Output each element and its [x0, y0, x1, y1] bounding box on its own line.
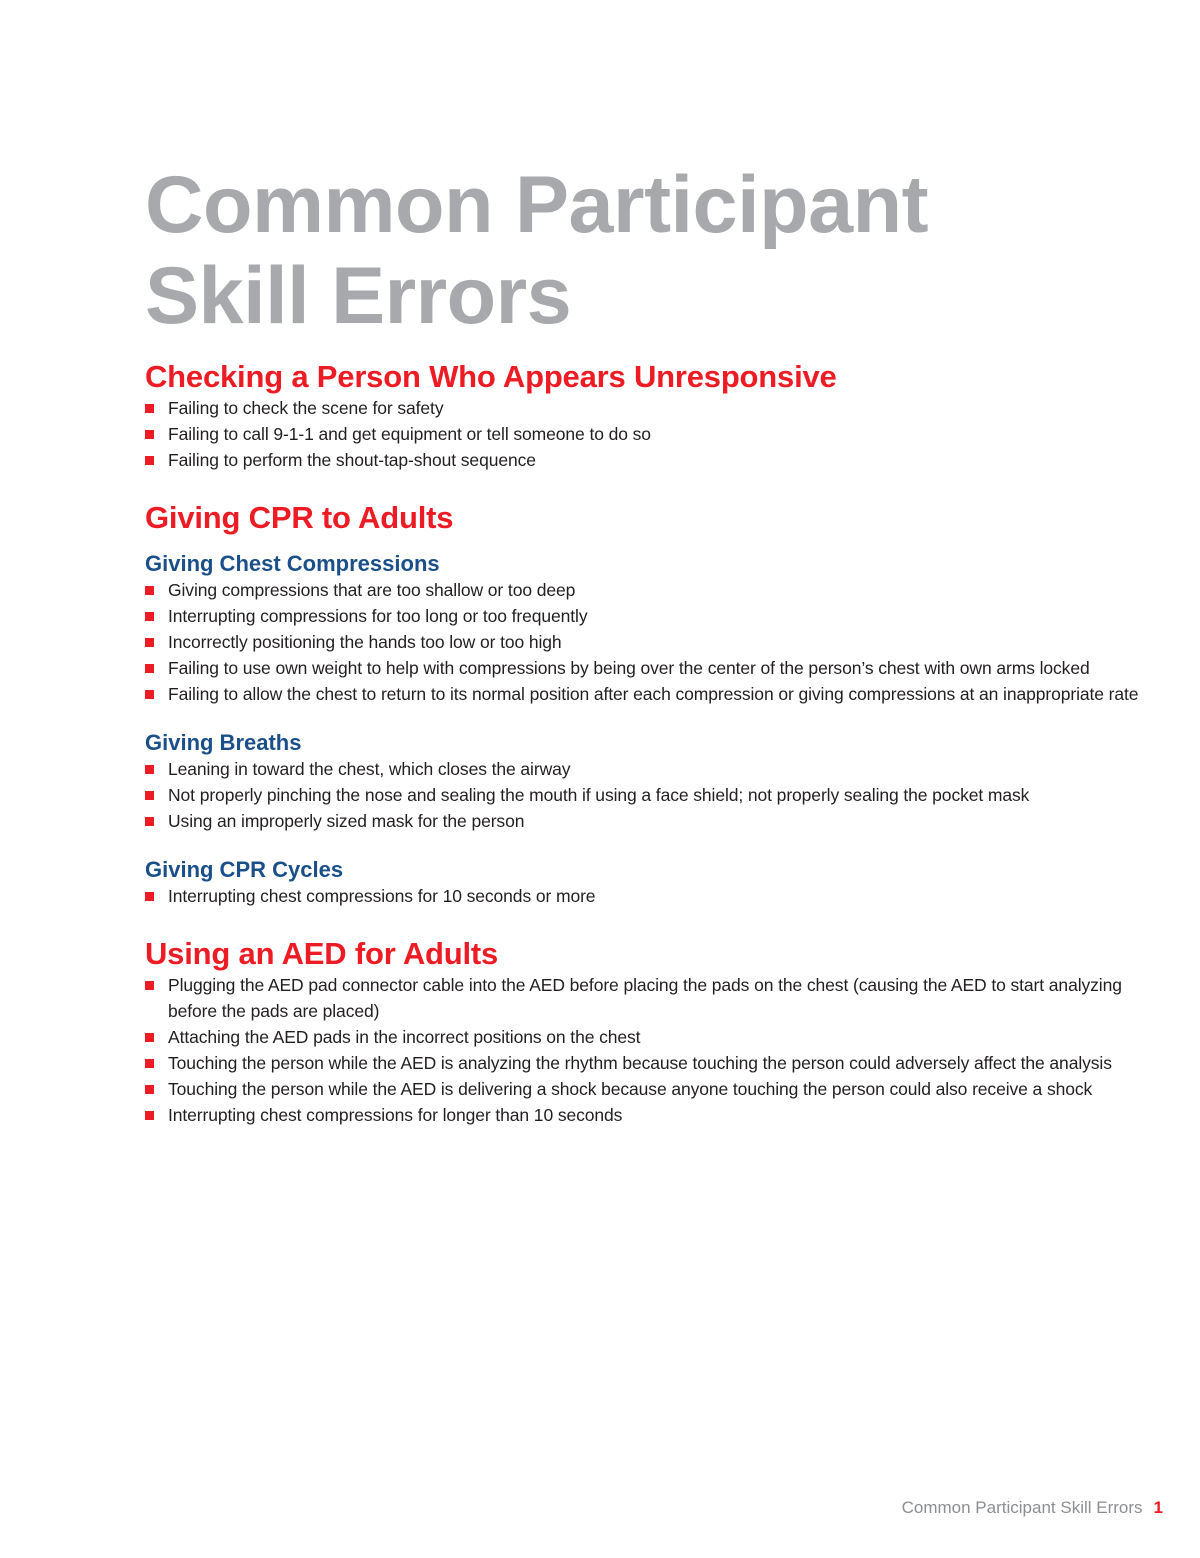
list-item: [145, 577, 1165, 603]
chest-compressions-errors-list: [145, 577, 1165, 707]
square-bullet-icon: [145, 981, 154, 990]
list-item: [145, 782, 1165, 808]
list-item: [145, 447, 1165, 473]
square-bullet-icon: [145, 1085, 154, 1094]
square-bullet-icon: [145, 1111, 154, 1120]
subsection-heading-chest-compressions: Giving Chest Compressions: [145, 551, 440, 576]
list-item-text: Interrupting compressions for too long or too frequently: [168, 606, 588, 626]
square-bullet-icon: [145, 430, 154, 439]
page-content: [145, 160, 1165, 1128]
list-item: [145, 395, 1165, 421]
page-title-line-1: Common Participant: [145, 160, 929, 250]
page-footer: [902, 1497, 1163, 1519]
aed-errors-list: [145, 972, 1165, 1128]
list-item-text: Leaning in toward the chest, which closes the airway: [168, 759, 571, 779]
square-bullet-icon: [145, 1033, 154, 1042]
list-item: [145, 629, 1165, 655]
list-item: [145, 972, 1165, 1024]
list-item-text: Using an improperly sized mask for the person: [168, 811, 525, 831]
list-item-text: Giving compressions that are too shallow or too deep: [168, 580, 576, 600]
cpr-cycles-errors-list: [145, 883, 1165, 909]
list-item-text: Plugging the AED pad connector cable into the AED before placing the pads on the chest (causing the AED to start analyzing before the pads are placed): [168, 975, 1122, 1021]
list-item: [145, 1102, 1165, 1128]
list-item-text: Touching the person while the AED is analyzing the rhythm because touching the person could adversely affect the analysis: [168, 1053, 1112, 1073]
page-title: [145, 160, 1165, 342]
list-item-text: Touching the person while the AED is delivering a shock because anyone touching the person could also receive a shock: [168, 1079, 1093, 1099]
list-item-text: Failing to use own weight to help with compressions by being over the center of the person’s chest with own arms locked: [168, 658, 1090, 678]
list-item: [145, 883, 1165, 909]
list-item: [145, 603, 1165, 629]
square-bullet-icon: [145, 456, 154, 465]
list-item-text: Incorrectly positioning the hands too low or too high: [168, 632, 562, 652]
subsection-heading-breaths: Giving Breaths: [145, 730, 302, 755]
list-item: [145, 808, 1165, 834]
square-bullet-icon: [145, 817, 154, 826]
list-item: [145, 655, 1165, 681]
section-heading-aed-adults: Using an AED for Adults: [145, 936, 499, 971]
list-item-text: Interrupting chest compressions for 10 seconds or more: [168, 886, 596, 906]
square-bullet-icon: [145, 664, 154, 673]
list-item: [145, 1024, 1165, 1050]
list-item-text: Attaching the AED pads in the incorrect positions on the chest: [168, 1027, 641, 1047]
square-bullet-icon: [145, 1059, 154, 1068]
square-bullet-icon: [145, 791, 154, 800]
section-heading-checking: Checking a Person Who Appears Unresponsive: [145, 359, 837, 394]
square-bullet-icon: [145, 586, 154, 595]
square-bullet-icon: [145, 892, 154, 901]
page-number: 1: [1153, 1498, 1163, 1517]
list-item-text: Failing to allow the chest to return to its normal position after each compression or giving compressions at an inappropriate rate: [168, 684, 1139, 704]
section-heading-cpr-adults: Giving CPR to Adults: [145, 500, 454, 535]
subsection-heading-cpr-cycles: Giving CPR Cycles: [145, 857, 344, 882]
list-item-text: Not properly pinching the nose and sealing the mouth if using a face shield; not properly sealing the pocket mask: [168, 785, 1030, 805]
list-item-text: Failing to perform the shout-tap-shout sequence: [168, 450, 536, 470]
square-bullet-icon: [145, 690, 154, 699]
square-bullet-icon: [145, 765, 154, 774]
list-item: [145, 681, 1165, 707]
list-item-text: Interrupting chest compressions for longer than 10 seconds: [168, 1105, 623, 1125]
list-item: [145, 1050, 1165, 1076]
square-bullet-icon: [145, 404, 154, 413]
checking-errors-list: [145, 395, 1165, 473]
square-bullet-icon: [145, 638, 154, 647]
list-item-text: Failing to check the scene for safety: [168, 398, 444, 418]
list-item-text: Failing to call 9-1-1 and get equipment or tell someone to do so: [168, 424, 651, 444]
footer-title: Common Participant Skill Errors: [901, 1498, 1143, 1517]
breaths-errors-list: [145, 756, 1165, 834]
square-bullet-icon: [145, 612, 154, 621]
page-title-line-2: Skill Errors: [145, 251, 572, 341]
list-item: [145, 1076, 1165, 1102]
list-item: [145, 421, 1165, 447]
list-item: [145, 756, 1165, 782]
